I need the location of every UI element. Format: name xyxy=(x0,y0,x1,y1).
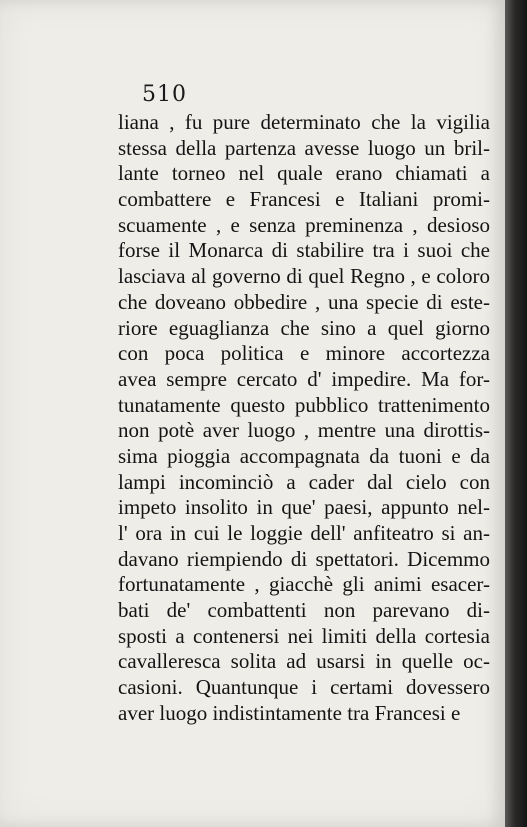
text-line: sposti a contenersi nei limiti della cortesia xyxy=(118,623,490,648)
text-line: non potè aver luogo , mentre una dirottis- xyxy=(118,418,490,443)
text-line: cavalleresca solita ad usarsi in quelle oc- xyxy=(118,649,490,674)
text-line: casioni. Quantunque i certami dovessero xyxy=(118,675,490,700)
text-line: fortunatamente , giacchè gli animi esacer- xyxy=(118,572,490,597)
text-line: combattere e Francesi e Italiani promi- xyxy=(118,187,490,212)
text-line: riore eguaglianza che sino a quel giorno xyxy=(118,315,490,340)
book-gutter xyxy=(505,0,527,827)
text-line: lampi incominciò a cader dal cielo con xyxy=(118,469,490,494)
text-line: stessa della partenza avesse luogo un bril- xyxy=(118,135,490,160)
text-line: lante torneo nel quale erano chiamati a xyxy=(118,161,490,186)
text-line: lasciava al governo di quel Regno , e coloro xyxy=(118,264,490,289)
text-line: l' ora in cui le loggie dell' anfiteatro si an- xyxy=(118,521,490,545)
text-line: davano riempiendo di spettatori. Dicemmo xyxy=(118,546,490,571)
text-line: forse il Monarca di stabilire tra i suoi che xyxy=(118,238,490,263)
text-line: impeto insolito in que' paesi, appunto nel- xyxy=(118,495,490,520)
text-line: sima pioggia accompagnata da tuoni e da xyxy=(118,443,490,468)
text-line: aver luogo indistintamente tra Francesi e xyxy=(118,700,461,725)
page-number: 510 xyxy=(142,82,187,107)
body-text xyxy=(118,110,490,727)
text-line: tunatamente questo pubblico trattenimento xyxy=(118,392,490,417)
text-line: con poca politica e minore accortezza xyxy=(118,341,490,366)
text-line: avea sempre cercato d' impedire. Ma for- xyxy=(118,366,490,391)
text-line: bati de' combattenti non parevano di- xyxy=(118,598,490,623)
text-line: liana , fu pure determinato che la vigilia xyxy=(118,110,490,134)
text-line: che doveano obbedire , una specie di este- xyxy=(118,289,490,314)
text-line: scuamente , e senza preminenza , desioso xyxy=(118,212,490,237)
